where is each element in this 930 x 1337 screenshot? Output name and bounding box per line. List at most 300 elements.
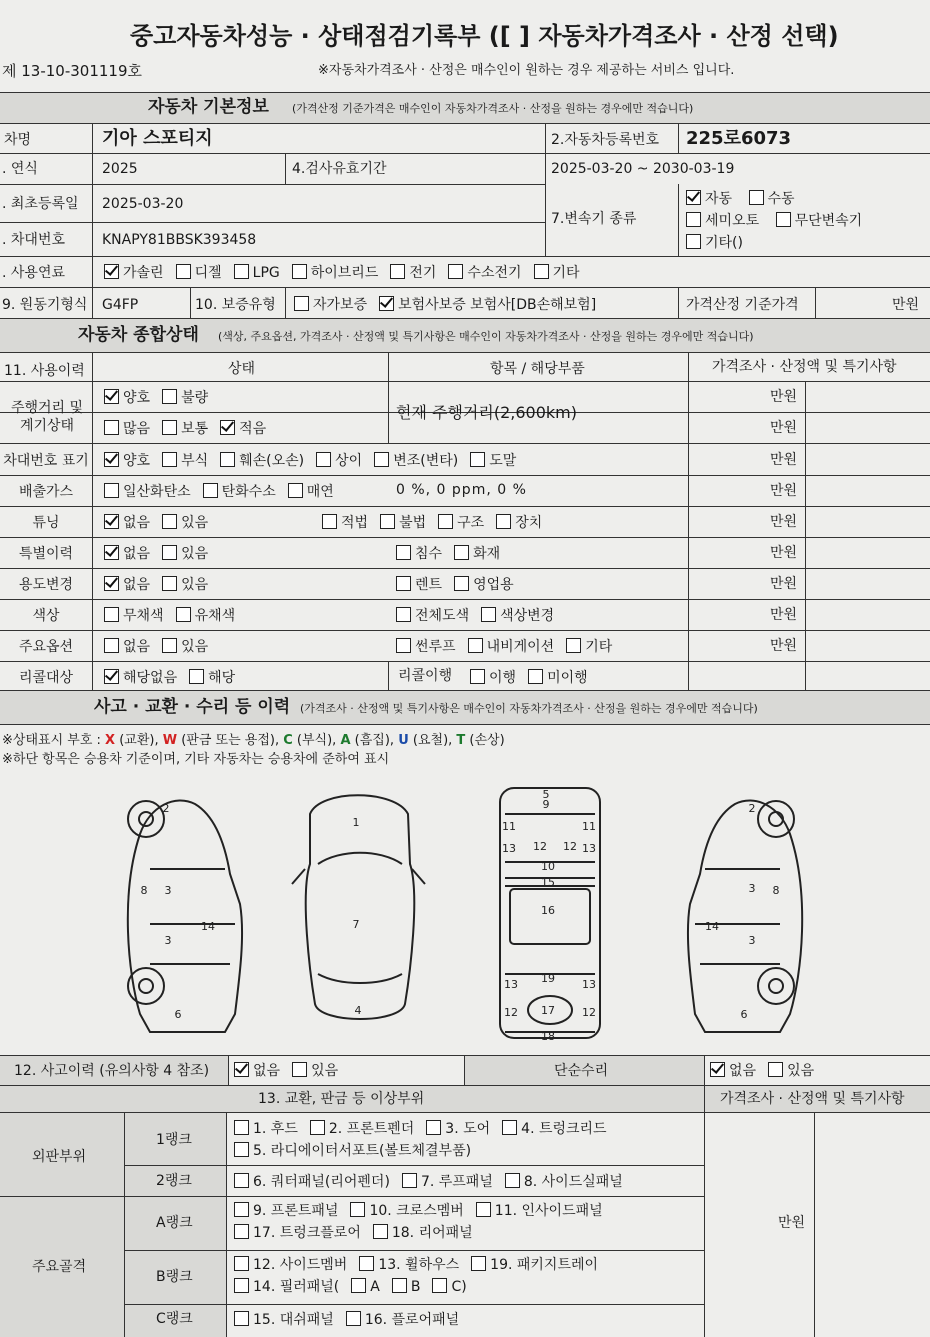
diagram-part-left-3: 3 [164,934,172,947]
vin-mark-option-5-box[interactable] [470,452,485,467]
diagram-part-under-16: 12 [582,1006,596,1019]
car-diagram [0,774,930,1054]
diagram-part-under-17: 18 [541,1030,555,1043]
rankB-item-3[interactable]: 14. 필러패널( [234,1276,339,1298]
fuel-option-2-box[interactable] [234,264,249,279]
color-option-1[interactable]: 유채색 [176,607,236,623]
year-value: 2025 [102,161,138,177]
tuning-label: 튜닝 [32,515,60,531]
color-item-1-box[interactable] [481,607,496,622]
car-name-value: 기아 스포티지 [102,128,213,149]
first-reg-value: 2025-03-20 [102,196,184,212]
rank2-item-2[interactable]: 8. 사이드실패널 [505,1171,623,1193]
simple-repair-options [710,1062,826,1078]
rankC-item-1-box[interactable] [346,1311,361,1326]
rankC-item-0[interactable]: 15. 대쉬패널 [234,1309,334,1331]
status-code-legend: ※상태표시 부호 : X (교환), W (판금 또는 용접), C (부식), A (흠집), U (요철), T (손상) [2,733,505,748]
rankB-item-1[interactable]: 13. 휠하우스 [359,1254,459,1276]
diagram-part-under-5: 13 [582,842,596,855]
main-frame-label: 주요골격 [32,1259,87,1275]
legend-text-4: (요철), [408,733,457,748]
purpose-label: 용도변경 [18,577,74,593]
fuel-option-1[interactable]: 디젤 [176,264,222,280]
gauge-option-1-box[interactable] [162,389,177,404]
mileage-options [104,420,278,436]
diagram-part-under-8: 10 [541,860,555,873]
rank2-item-1[interactable]: 7. 루프패널 [402,1171,493,1193]
accident-header: 사고 · 교환 · 수리 등 이력 [94,697,291,717]
diagram-part-under-10: 16 [541,904,555,917]
rankB-item-1-box[interactable] [359,1256,374,1271]
legend-code-5: T [456,733,466,748]
tuning-items [322,514,554,530]
fuel-option-5-box[interactable] [448,264,463,279]
purpose-item-0-box[interactable] [396,576,411,591]
col-usage-header: 11. 사용이력 [4,363,85,379]
diagram-part-under-1: 9 [542,798,550,811]
emission-label: 배출가스 [18,484,74,500]
status-note: (색상, 주요옵션, 가격조사 · 산정액 및 특기사항은 매수인이 자동차가격조사 · 산정을 원하는 경우에만 적습니다) [218,330,754,343]
rank2-item-1-box[interactable] [402,1173,417,1188]
document-number: 제 13-10-301119호 [2,62,143,80]
purpose-options [104,576,220,592]
reg-no-value: 225로6073 [686,128,792,149]
price-base-label: 가격산정 기준가격 [686,297,799,313]
color-option-0-box[interactable] [104,607,119,622]
vin-mark-option-4[interactable]: 변조(변타) [374,452,458,468]
color-option-0[interactable]: 무채색 [104,607,164,623]
fuel-option-1-box[interactable] [176,264,191,279]
warranty-options [294,296,608,312]
trans-cvt-checkbox[interactable] [776,212,791,227]
status-header: 자동차 종합상태 [78,325,199,345]
rank1-item-4-box[interactable] [234,1142,249,1157]
diagram-part-under-13: 13 [582,978,596,991]
major-option-item-0-box[interactable] [396,638,411,653]
status-unit-7: 만원 [770,607,798,623]
mileage-option-2[interactable]: 적음 [220,420,266,436]
simple-option-0[interactable]: 없음 [710,1062,756,1078]
diagram-part-left-0: 2 [162,802,170,815]
rankA-item-1-box[interactable] [350,1202,365,1217]
status-unit-4: 만원 [770,514,798,530]
gauge-option-0[interactable]: 양호 [104,389,150,405]
trans-semi-checkbox[interactable] [686,212,701,227]
major-option-item-2-box[interactable] [566,638,581,653]
rankC-item-0-box[interactable] [234,1311,249,1326]
accident-history-options [234,1062,350,1078]
color-label: 색상 [32,608,60,624]
diagram-part-right-0: 2 [748,802,756,815]
rank2-item-0-box[interactable] [234,1173,249,1188]
tuning-item-3[interactable]: 장치 [496,514,542,530]
pillar-sub-0-box[interactable] [351,1278,366,1293]
recall-item-label: 리콜이행 [398,668,453,684]
accident-note: (가격조사 · 산정액 및 특기사항은 매수인이 자동차가격조사 · 산정을 원하는 경우에만 적습니다) [300,702,758,715]
mileage-option-1[interactable]: 보통 [162,420,208,436]
vin-label: . 차대번호 [2,232,65,248]
history-option-1-box[interactable] [292,1062,307,1077]
status-unit-6: 만원 [770,576,798,592]
rank1-item-4[interactable]: 5. 라디에이터서포트(볼트체결부품) [234,1140,471,1162]
major-option-options [104,638,220,654]
tuning-item-1-box[interactable] [380,514,395,529]
diagram-part-left-5: 6 [174,1008,182,1021]
fuel-option-3-box[interactable] [292,264,307,279]
warranty-label: 10. 보증유형 [195,297,276,313]
emission-option-0-box[interactable] [104,483,119,498]
diagram-part-under-12: 13 [504,978,518,991]
diagram-part-right-2: 8 [772,884,780,897]
right-rear-wheel [758,968,794,1004]
tuning-option-1[interactable]: 있음 [162,514,208,530]
rankA-item-2-box[interactable] [476,1202,491,1217]
basic-info-note: (가격산정 기준가격은 매수인이 자동차가격조사 · 산정을 원하는 경우에만 적습니다) [292,102,694,115]
col-state-header: 상태 [228,361,256,377]
top-view-outline [306,795,415,1019]
color-items [396,607,566,623]
status-unit-5: 만원 [770,545,798,561]
rankC-item-1[interactable]: 16. 플로어패널 [346,1309,459,1331]
year-label: . 연식 [2,161,38,177]
major-option-option-0-box[interactable] [104,638,119,653]
diagram-part-under-15: 17 [541,1004,555,1017]
recall-option-0-box[interactable] [104,669,119,684]
fuel-option-4-box[interactable] [390,264,405,279]
rankB-item-2-box[interactable] [471,1256,486,1271]
simple-repair-label: 단순수리 [554,1063,609,1079]
history-option-0-box[interactable] [234,1062,249,1077]
legend-code-3: A [340,733,351,748]
rank1-item-0[interactable]: 1. 후드 [234,1118,298,1140]
color-item-1[interactable]: 색상변경 [481,607,554,623]
trans-other-checkbox[interactable] [686,234,701,249]
rankA-item-1[interactable]: 10. 크로스멤버 [350,1200,463,1222]
recall-item-0[interactable]: 이행 [470,669,516,685]
fuel-option-6-box[interactable] [534,264,549,279]
rank1-label: 1랭크 [156,1132,192,1148]
status-unit-2: 만원 [770,452,798,468]
special-item-0[interactable]: 침수 [396,545,442,561]
diagram-part-left-4: 14 [201,920,215,933]
color-item-0-box[interactable] [396,607,411,622]
special-items [396,545,512,561]
mileage-option-0-box[interactable] [104,420,119,435]
col-price-header: 가격조사 · 산정액 및 특기사항 [712,359,897,375]
purpose-option-1-box[interactable] [162,576,177,591]
rank1-item-2[interactable]: 3. 도어 [426,1118,490,1140]
fuel-option-3[interactable]: 하이브리드 [292,264,379,280]
fuel-option-6[interactable]: 기타 [534,264,580,280]
gauge-options [104,389,220,405]
rankB-item-3-box[interactable] [234,1278,249,1293]
status-unit-1: 만원 [770,420,798,436]
fuel-option-0[interactable]: 가솔린 [104,264,164,280]
purpose-items [396,576,526,592]
outer-panel-label: 외판부위 [32,1149,87,1165]
special-item-0-box[interactable] [396,545,411,560]
tuning-item-0-box[interactable] [322,514,337,529]
emission-option-1[interactable]: 탄화수소 [203,483,276,499]
exchange-price-header: 가격조사 · 산정액 및 특기사항 [720,1091,905,1107]
vin-mark-option-2[interactable]: 훼손(오손) [220,452,304,468]
tuning-item-1[interactable]: 불법 [380,514,426,530]
fuel-label: . 사용연료 [2,265,65,281]
mileage-option-0[interactable]: 많음 [104,420,150,436]
vin-mark-option-3-box[interactable] [316,452,331,467]
status-unit-8: 만원 [770,638,798,654]
emission-values: 0 %, 0 ppm, 0 % [396,482,527,498]
simple-option-1[interactable]: 있음 [768,1062,814,1078]
tuning-item-2-box[interactable] [438,514,453,529]
rankB-item-0-box[interactable] [234,1256,249,1271]
rank2-label: 2랭크 [156,1173,192,1189]
fuel-options [104,264,592,280]
recall-item-1-box[interactable] [528,669,543,684]
rankC-items [234,1309,702,1331]
rankB-items [234,1254,702,1298]
tuning-item-0[interactable]: 적법 [322,514,368,530]
diagram-part-under-7: 12 [563,840,577,853]
first-reg-label: . 최초등록일 [2,196,79,212]
rank1-item-0-box[interactable] [234,1120,249,1135]
legend-note: ※하단 항목은 승용차 기준이며, 기타 자동차는 승용차에 준하여 표시 [2,752,390,767]
rankA-items [234,1200,702,1244]
col-item-header: 항목 / 해당부품 [490,361,585,377]
engine-label: 9. 원동기형식 [2,297,88,313]
rank2-items [234,1171,702,1193]
diagram-part-under-6: 12 [533,840,547,853]
tuning-options [104,514,220,530]
diagram-part-right-5: 6 [740,1008,748,1021]
tuning-item-3-box[interactable] [496,514,511,529]
legend-code-2: C [283,733,293,748]
vin-mark-option-3[interactable]: 상이 [316,452,362,468]
diagram-part-left-2: 3 [164,884,172,897]
special-label: 특별이력 [18,546,74,562]
diagram-part-right-4: 3 [748,934,756,947]
special-options [104,545,220,561]
emission-option-2-box[interactable] [288,483,303,498]
rankA-item-3[interactable]: 17. 트렁크플로어 [234,1222,361,1244]
major-option-item-1-box[interactable] [468,638,483,653]
major-option-item-0[interactable]: 썬루프 [396,638,456,654]
major-option-option-1-box[interactable] [162,638,177,653]
vin-value: KNAPY81BBSK393458 [102,232,257,248]
transmission-options: 자동 수동 세미오토 무단변속기 기타() [686,188,926,254]
trans-manual-checkbox[interactable] [749,190,764,205]
diagram-part-right-1: 3 [748,882,756,895]
purpose-option-0-box[interactable] [104,576,119,591]
recall-items [470,669,600,685]
left-side-outline [128,801,242,1032]
recall-option-1-box[interactable] [189,669,204,684]
fuel-option-2[interactable]: LPG [234,264,280,280]
vin-mark-label: 차대번호 표기 [3,453,89,469]
fuel-option-4[interactable]: 전기 [390,264,436,280]
pillar-sub-0[interactable]: A [351,1276,380,1298]
reg-no-label: 2.자동차등록번호 [551,132,660,148]
major-option-label: 주요옵션 [18,639,74,655]
right-front-wheel [758,801,794,837]
special-item-1[interactable]: 화재 [454,545,500,561]
legend-text-0: (교환), [115,733,163,748]
vin-mark-option-1-box[interactable] [162,452,177,467]
engine-value: G4FP [102,297,139,313]
history-option-1[interactable]: 있음 [292,1062,338,1078]
rank2-item-2-box[interactable] [505,1173,520,1188]
recall-label: 리콜대상 [18,670,74,686]
tuning-item-2[interactable]: 구조 [438,514,484,530]
recall-option-0[interactable]: 해당없음 [104,669,177,685]
rankA-label: A랭크 [156,1215,193,1231]
color-option-1-box[interactable] [176,607,191,622]
legend-code-1: W [162,733,178,748]
vin-mark-option-4-box[interactable] [374,452,389,467]
recall-item-1[interactable]: 미이행 [528,669,588,685]
mileage-option-1-box[interactable] [162,420,177,435]
tuning-option-0[interactable]: 없음 [104,514,150,530]
legend-text-5: (손상) [465,733,505,748]
diagram-part-under-11: 19 [541,972,555,985]
diagram-part-under-4: 13 [502,842,516,855]
legend-code-4: U [398,733,409,748]
purpose-item-1[interactable]: 영업용 [454,576,514,592]
rank1-items [234,1118,702,1162]
color-item-0[interactable]: 전체도색 [396,607,469,623]
warranty-option-0-box[interactable] [294,296,309,311]
emission-option-1-box[interactable] [203,483,218,498]
major-option-item-2[interactable]: 기타 [566,638,612,654]
major-option-option-1[interactable]: 있음 [162,638,208,654]
gauge-option-0-box[interactable] [104,389,119,404]
rank1-item-1[interactable]: 2. 프론트펜더 [310,1118,414,1140]
diagram-part-under-2: 11 [502,820,516,833]
inspection-period-label: 4.검사유효기간 [292,161,387,177]
purpose-option-1[interactable]: 있음 [162,576,208,592]
color-options [104,607,247,623]
fuel-option-5[interactable]: 수소전기 [448,264,521,280]
tuning-option-1-box[interactable] [162,514,177,529]
legend-text-2: (부식), [292,733,341,748]
diagram-part-right-3: 14 [705,920,719,933]
status-unit-3: 만원 [770,483,798,499]
pillar-sub-2-box[interactable] [432,1278,447,1293]
purpose-option-0[interactable]: 없음 [104,576,150,592]
rank2-item-0[interactable]: 6. 쿼터패널(리어펜더) [234,1171,390,1193]
rankA-item-4-box[interactable] [373,1224,388,1239]
warranty-option-1[interactable]: 보험사보증 보험사[DB손해보험] [379,296,596,312]
accident-history-label: 12. 사고이력 (유의사항 4 참조) [14,1063,210,1079]
left-front-wheel [128,801,164,837]
exchange-price-unit: 만원 [778,1215,806,1231]
special-option-0-box[interactable] [104,545,119,560]
mileage-label: 주행거리 및 계기상태 [10,400,84,434]
recall-options [104,669,247,685]
pillar-sub-2[interactable]: C) [432,1276,466,1298]
vin-mark-option-5[interactable]: 도말 [470,452,516,468]
recall-option-1[interactable]: 해당 [189,669,235,685]
recall-item-0-box[interactable] [470,669,485,684]
vin-mark-option-0-box[interactable] [104,452,119,467]
rank1-item-3[interactable]: 4. 트렁크리드 [502,1118,606,1140]
diagram-part-top-2: 4 [354,1004,362,1017]
diagram-part-under-0: 5 [542,788,550,801]
transmission-label: 7.변속기 종류 [551,211,637,227]
rank1-item-1-box[interactable] [310,1120,325,1135]
warranty-option-1-box[interactable] [379,296,394,311]
rankA-item-0[interactable]: 9. 프론트패널 [234,1200,338,1222]
purpose-item-0[interactable]: 렌트 [396,576,442,592]
rank1-item-2-box[interactable] [426,1120,441,1135]
trans-auto-checkbox[interactable] [686,190,701,205]
vin-mark-option-1[interactable]: 부식 [162,452,208,468]
special-option-1-box[interactable] [162,545,177,560]
major-option-item-1[interactable]: 내비게이션 [468,638,555,654]
rankA-item-0-box[interactable] [234,1202,249,1217]
major-option-option-0[interactable]: 없음 [104,638,150,654]
tuning-option-0-box[interactable] [104,514,119,529]
pillar-sub-1[interactable]: B [392,1276,421,1298]
diagram-part-under-14: 12 [504,1006,518,1019]
history-option-0[interactable]: 없음 [234,1062,280,1078]
simple-option-0-box[interactable] [710,1062,725,1077]
legend-text-3: (흠집), [350,733,399,748]
diagram-part-top-0: 1 [352,816,360,829]
diagram-part-under-3: 11 [582,820,596,833]
rankB-item-0[interactable]: 12. 사이드멤버 [234,1254,347,1276]
rankA-item-2[interactable]: 11. 인사이드패널 [476,1200,603,1222]
rankB-label: B랭크 [156,1269,193,1285]
warranty-option-0[interactable]: 자가보증 [294,296,367,312]
emission-options [104,483,346,499]
mileage-option-2-box[interactable] [220,420,235,435]
emission-option-2[interactable]: 매연 [288,483,334,499]
diagram-part-under-9: 15 [541,876,555,889]
inspection-period-value: 2025-03-20 ~ 2030-03-19 [551,161,735,177]
rankB-item-2[interactable]: 19. 패키지트레이 [471,1254,598,1276]
car-name-label: 차명 [4,132,32,148]
gauge-option-1[interactable]: 불량 [162,389,208,405]
major-option-items [396,638,624,654]
vin-mark-option-0[interactable]: 양호 [104,452,150,468]
simple-option-1-box[interactable] [768,1062,783,1077]
service-notice: ※자동차가격조사 · 산정은 매수인이 원하는 경우 제공하는 서비스 입니다. [318,63,735,78]
vin-mark-options [104,452,528,468]
exchange-header: 13. 교환, 판금 등 이상부위 [258,1091,425,1107]
special-option-0[interactable]: 없음 [104,545,150,561]
basic-info-header: 자동차 기본정보 [148,97,269,117]
rankA-item-4[interactable]: 18. 리어패널 [373,1222,473,1244]
rank1-item-3-box[interactable] [502,1120,517,1135]
price-base-unit: 만원 [892,297,920,313]
purpose-item-1-box[interactable] [454,576,469,591]
special-item-1-box[interactable] [454,545,469,560]
diagram-part-top-1: 7 [352,918,360,931]
legend-code-0: X [105,733,116,748]
legend-text-1: (판금 또는 용접), [177,733,284,748]
special-option-1[interactable]: 있음 [162,545,208,561]
fuel-option-0-box[interactable] [104,264,119,279]
document-title: 중고자동차성능 · 상태점검기록부 ([ ] 자동차가격조사 · 산정 선택) [130,22,839,50]
current-mileage: 현재 주행거리(2,600km) [396,403,577,422]
rankA-item-3-box[interactable] [234,1224,249,1239]
status-unit-0: 만원 [770,389,798,405]
pillar-sub-1-box[interactable] [392,1278,407,1293]
vin-mark-option-2-box[interactable] [220,452,235,467]
rankC-label: C랭크 [156,1311,193,1327]
emission-option-0[interactable]: 일산화탄소 [104,483,191,499]
